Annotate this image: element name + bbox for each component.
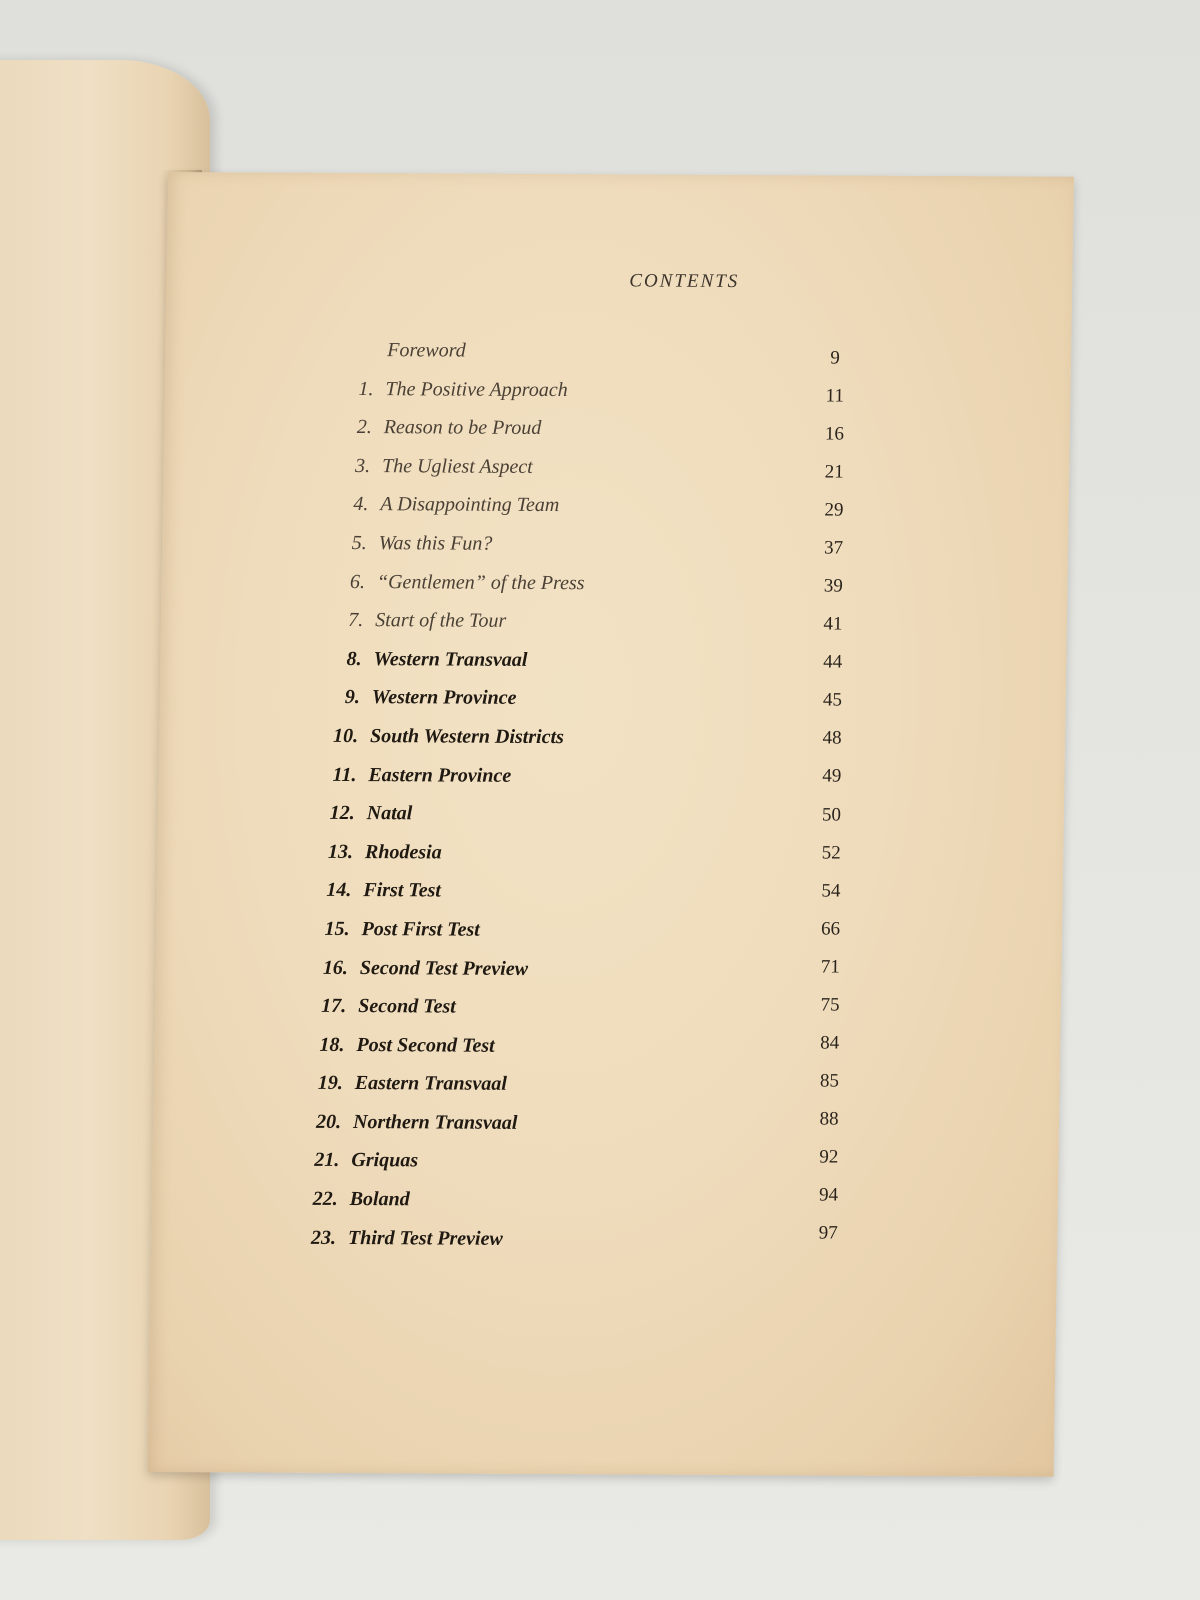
chapter-number: 11. <box>332 763 357 786</box>
toc-entry <box>321 640 870 681</box>
toc-entry <box>311 871 867 913</box>
toc-entry <box>301 1103 864 1145</box>
toc-entry <box>309 910 866 952</box>
chapter-title: South Western Districts <box>369 725 565 749</box>
toc-entry <box>320 678 870 719</box>
chapter-number: 16. <box>322 956 349 979</box>
page-number: 94 <box>818 1184 839 1206</box>
table-of-contents <box>310 331 876 1260</box>
page-number: 85 <box>819 1070 840 1092</box>
toc-entry <box>318 717 870 758</box>
chapter-number: 23. <box>310 1226 337 1249</box>
chapter-title: Third Test Preview <box>347 1226 503 1250</box>
page-number: 50 <box>821 803 842 826</box>
chapter-number: 1. <box>358 377 374 400</box>
chapter-title: Rhodesia <box>364 840 442 864</box>
toc-entry <box>302 1064 863 1106</box>
page-number: 11 <box>825 385 845 407</box>
chapter-title: A Disappointing Team <box>380 493 560 517</box>
toc-entry <box>323 601 871 642</box>
toc-entry <box>297 1180 862 1222</box>
chapter-number: 5. <box>351 531 367 555</box>
chapter-number: 6. <box>349 570 366 593</box>
toc-entry <box>314 794 868 835</box>
chapter-number: 7. <box>348 609 364 632</box>
chapter-number: 3. <box>354 454 371 477</box>
chapter-number: 4. <box>353 493 369 516</box>
page-number: 71 <box>820 956 840 978</box>
page-number: 92 <box>819 1146 839 1168</box>
page-number: 21 <box>824 461 844 483</box>
page-number: 48 <box>822 727 842 750</box>
page-number: 66 <box>820 918 841 940</box>
page-number: 45 <box>822 689 843 711</box>
toc-entry <box>325 562 872 603</box>
toc-entry <box>299 1141 863 1183</box>
page-number: 97 <box>818 1222 838 1244</box>
chapter-number: 9. <box>344 686 361 709</box>
chapter-title: The Ugliest Aspect <box>381 454 533 478</box>
page-number: 75 <box>820 994 840 1016</box>
page-number: 84 <box>820 1032 840 1054</box>
chapter-number: 15. <box>324 917 350 940</box>
toc-entry <box>326 524 872 565</box>
chapter-title: Northern Transvaal <box>352 1110 518 1134</box>
page-number: 9 <box>830 347 841 369</box>
page-number: 49 <box>822 765 842 788</box>
toc-entry <box>304 1025 864 1067</box>
toc-entry <box>328 485 873 526</box>
toc-entry <box>332 408 875 449</box>
chapter-title: Western Province <box>371 686 517 710</box>
chapter-title: Second Test Preview <box>359 956 529 980</box>
chapter-number: 22. <box>312 1187 338 1211</box>
chapter-title: “Gentlemen” of the Press <box>376 570 585 594</box>
chapter-number: 2. <box>356 416 372 439</box>
chapter-number: 13. <box>327 840 354 863</box>
toc-entry <box>296 1218 862 1260</box>
toc-entry <box>330 447 874 488</box>
chapter-number: 17. <box>321 994 347 1018</box>
toc-entry <box>306 987 865 1029</box>
chapter-number: 18. <box>319 1033 345 1056</box>
chapter-title: Griquas <box>351 1149 419 1172</box>
chapter-number: 12. <box>329 802 355 825</box>
chapter-number: 19. <box>317 1072 343 1095</box>
page-number: 39 <box>823 575 843 597</box>
chapter-title: Western Transvaal <box>373 647 528 671</box>
chapter-title: Post First Test <box>361 917 480 941</box>
chapter-title: Natal <box>366 802 413 825</box>
chapter-title: Was this Fun? <box>378 532 493 555</box>
page-number: 52 <box>821 842 841 864</box>
chapter-title: Post Second Test <box>356 1033 495 1057</box>
chapter-title: Boland <box>349 1188 410 1211</box>
chapter-title: Foreword <box>387 339 466 362</box>
page-number: 29 <box>824 499 844 521</box>
chapter-number: 20. <box>315 1110 342 1133</box>
chapter-title: First Test <box>363 879 442 902</box>
chapter-title: Eastern Province <box>368 763 512 787</box>
toc-entry <box>313 833 868 874</box>
chapter-number: 10. <box>332 724 359 747</box>
toc-entry <box>308 948 866 990</box>
toc-entry <box>333 369 875 410</box>
page-number: 37 <box>823 537 844 559</box>
toc-entry <box>316 755 869 796</box>
page-title: CONTENTS <box>629 270 740 292</box>
page-number: 54 <box>821 880 841 902</box>
contents-page <box>148 172 1074 1477</box>
chapter-number: 21. <box>314 1149 340 1172</box>
chapter-title: Eastern Transvaal <box>354 1072 508 1096</box>
chapter-title: Second Test <box>358 995 456 1018</box>
page-number: 16 <box>824 423 845 445</box>
chapter-title: The Positive Approach <box>385 377 568 401</box>
chapter-number: 14. <box>326 879 352 902</box>
toc-entry <box>335 331 876 372</box>
page-number: 88 <box>819 1108 839 1130</box>
chapter-title: Reason to be Proud <box>383 416 542 440</box>
page-number: 41 <box>823 613 843 635</box>
chapter-title: Start of the Tour <box>375 609 507 632</box>
page-number: 44 <box>823 651 843 673</box>
chapter-number: 8. <box>346 647 362 670</box>
